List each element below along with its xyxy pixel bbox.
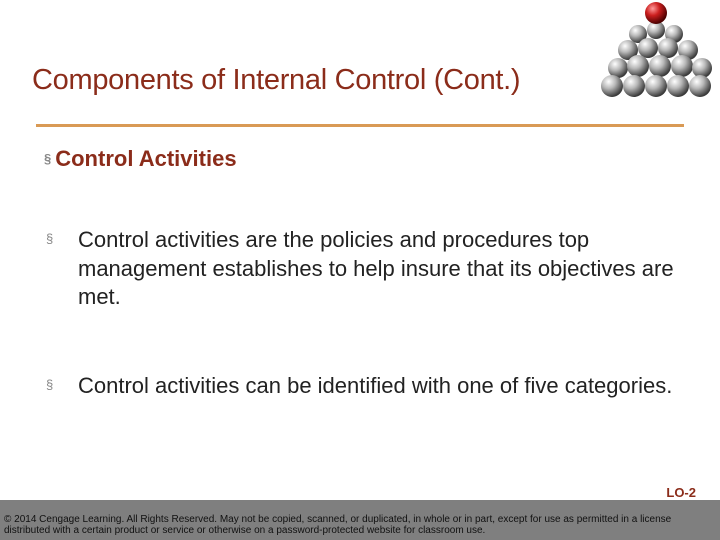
bullet-point-content: Control activities can be identified with one of five categories. <box>78 373 673 398</box>
red-sphere <box>645 2 667 24</box>
bullet-point <box>46 372 702 401</box>
learning-objective-label: LO-2 <box>666 485 696 500</box>
bullet-icon: § <box>44 150 52 166</box>
slide-title: Components of Internal Control (Cont.) <box>32 64 521 96</box>
section-heading <box>44 146 237 172</box>
bullet-point-text <box>46 372 702 401</box>
bullet-icon: § <box>46 377 54 393</box>
copyright-footer: © 2014 Cengage Learning. All Rights Reserved. May not be copied, scanned, or duplicated, in whole or in part, except for use as permitted in a license distributed with a certain product or service or otherwise on a password-protected website for classroom use. <box>0 500 720 540</box>
section-heading-text: Control Activities <box>55 146 237 171</box>
bullet-point <box>46 226 702 311</box>
sphere-group <box>601 2 712 97</box>
title-divider <box>36 124 684 127</box>
bullet-icon: § <box>46 231 54 247</box>
sphere-pyramid-graphic <box>592 0 720 112</box>
bullet-point-content: Control activities are the policies and procedures top management establishes to help insure that its objectives are met. <box>78 227 674 310</box>
bullet-point-text <box>46 226 702 311</box>
